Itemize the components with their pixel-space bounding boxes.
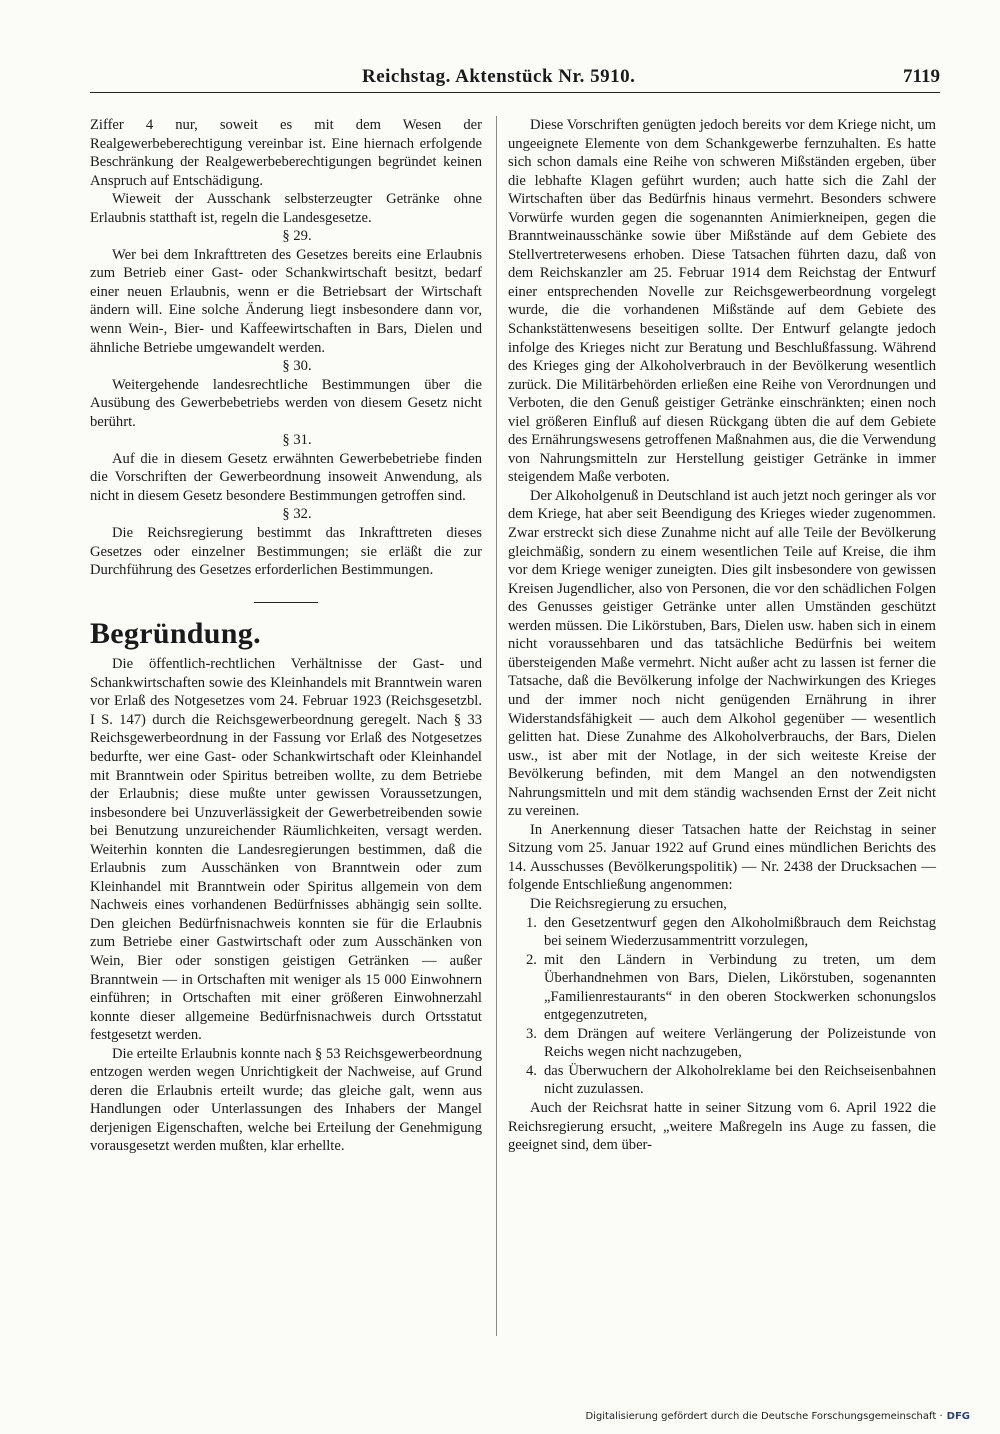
paragraph: Die Reichsregierung bestimmt das Inkrafttreten dieses Gesetzes oder einzelner Bestimmungen; sie erläßt die zur Durchführung des Gesetzes erforderlichen Bestimmungen. bbox=[90, 525, 482, 579]
paragraph: Der Alkoholgenuß in Deutschland ist auch jetzt noch geringer als vor dem Kriege, hat aber seit Beendigung des Krieges wieder zugenommen. Zwar erstreckt sich diese Zunahme nicht auf alle Teile der Bevölkerung gleichmäßig, sondern zu einem wesentlichen Teile auf Kreise, die ihm vor dem Kriege weniger zuneigten. Dies gilt insbesondere von gewissen Kreisen Jugendlicher, also von Personen, die vor den schädlichen Folgen des Genusses geistiger Getränke unter allen Umständen geschützt werden müssen. Die Likörstuben, Bars, Dielen usw. haben sich in einem nicht voraussehbaren und das tatsächliche Bedürfnis bei weitem übersteigenden Maße vermehrt. Nicht außer acht zu lassen ist ferner die Tatsache, daß die Bevölkerung infolge der Nachwirkungen des Krieges und der immer noch nicht genügenden Ernährung in ihrer Widerstandsfähigkeit — auch dem Alkohol gegenüber — wesentlich gelitten hat. Diese Zunahme des Alkoholverbrauchs, der Bars, Dielen usw., ist aber mit der Notlage, in der sich weiteste Kreise der Bevölkerung befinden, mit dem Mangel an den notwendigsten Nahrungsmitteln und mit dem ständig wachsenden Ernst der Zeit nicht zu vereinen. bbox=[508, 487, 936, 820]
list-item: 3. dem Drängen auf weitere Verlängerung der Polizeistunde von Reichs wegen nicht nachzugeben, bbox=[526, 1025, 936, 1061]
footer-credit bbox=[585, 1411, 970, 1422]
list-item: 1. den Gesetzentwurf gegen den Alkoholmißbrauch dem Reichstag bei seinem Wiederzusammentritt vorzulegen, bbox=[526, 914, 936, 950]
footer-text: Digitalisierung gefördert durch die Deutsche Forschungsgemeinschaft · bbox=[585, 1411, 943, 1422]
paragraph: Die erteilte Erlaubnis konnte nach § 53 Reichsgewerbeordnung entzogen werden wegen Unrichtigkeit der Nachweise, auf Grund deren die Erlaubnis erteilt wurde; das gleiche galt, wenn aus Handlungen oder Unterlassungen des Inhabers der Mangel derjenigen Eigenschaften, welche bei Erteilung der Genehmigung vorausgesetzt werden mußten, klar erhellte. bbox=[90, 1045, 482, 1155]
paragraph: Auf die in diesem Gesetz erwähnten Gewerbebetriebe finden die Vorschriften der Gewerbeordnung insoweit Anwendung, als nicht in diesem Gesetz besondere Bestimmungen getroffen sind. bbox=[90, 450, 482, 504]
section-heading: § 32. bbox=[282, 506, 312, 523]
list-item: 4. das Überwuchern der Alkoholreklame bei den Reichseisenbahnen nicht zuzulassen. bbox=[526, 1062, 936, 1098]
paragraph: In Anerkennung dieser Tatsachen hatte der Reichstag in seiner Sitzung vom 25. Januar 1922 auf Grund eines mündlichen Berichts des 14. Ausschusses (Bevölkerungspolitik) — Nr. 2438 der Drucksachen — folgende Entschließung angenommen: bbox=[508, 821, 936, 894]
section-heading: § 30. bbox=[282, 358, 312, 375]
dfg-logo: DFG bbox=[946, 1411, 970, 1422]
page-header bbox=[90, 62, 940, 93]
left-column bbox=[90, 116, 482, 1156]
paragraph: Wieweit der Ausschank selbsterzeugter Getränke ohne Erlaubnis statthaft ist, regeln die Landesgesetze. bbox=[90, 191, 482, 226]
section-heading: § 29. bbox=[282, 228, 312, 245]
resolution-list bbox=[508, 914, 936, 1099]
right-column bbox=[508, 116, 936, 1155]
paragraph: Wer bei dem Inkrafttreten des Gesetzes bereits eine Erlaubnis zum Betrieb einer Gast- oder Schankwirtschaft besitzt, bedarf einer neuen Erlaubnis, wenn er die Betriebsart der Wirtschaft ändern will. Eine solche Änderung liegt insbesondere dann vor, wenn Wein-, Bier- und Kaffeewirtschaften in Bars, Dielen und ähnliche Betriebe umgewandelt werden. bbox=[90, 246, 482, 356]
paragraph: Diese Vorschriften genügten jedoch bereits vor dem Kriege nicht, um ungeeignete Elemente von dem Schankgewerbe fernzuhalten. Es hatte sich schon damals eine Reihe von schweren Mißständen ergeben, über die lebhafte Klagen geführt wurden; auch hatte sich die Zahl der Wirtschaften über das Bedürfnis hinaus vermehrt. Besonders schwere Vorwürfe wurden gegen die sogenannten Animierkneipen, gegen die Branntweinausschänke sowie über Mißstände auf dem Gebiete des Stellvertreterwesens erhoben. Diese Tatsachen führten dazu, daß von dem Reichskanzler am 25. Februar 1914 dem Reichstag der Entwurf einer entsprechenden Novelle zur Reichsgewerbeordnung vorgelegt wurde, die die vorhandenen Mißstände auf dem Gebiete des Schankstättenwesens beseitigen sollte. Der Entwurf gelangte jedoch infolge des Krieges nicht zur Beratung und Beschlußfassung. Während des Krieges ging der Alkoholverbrauch in der Bevölkerung wesentlich zurück. Die Militärbehörden erließen eine Reihe von Verordnungen und Verboten, die den Genuß geistiger Getränke einschränkten; einen noch viel größeren Einfluß auf diesen Rückgang übten die auf dem Gebiete des Ernährungswesens getroffenen Maßnahmen aus, die die Verwendung von Nahrungsmitteln zur Herstellung geistiger Getränke in immer steigendem Maße verboten. bbox=[508, 117, 936, 486]
running-title: Reichstag. Aktenstück Nr. 5910. bbox=[362, 66, 636, 87]
begruendung-title: Begründung. bbox=[90, 616, 261, 650]
column-divider bbox=[496, 116, 497, 1336]
section-heading: § 31. bbox=[282, 432, 312, 449]
paragraph: Die öffentlich-rechtlichen Verhältnisse der Gast- und Schankwirtschaften sowie des Kleinhandels mit Branntwein waren vor Erlaß des Notgesetzes vom 24. Februar 1923 (Reichsgesetzbl. I S. 147) durch die Reichsgewerbeordnung geregelt. Nach § 33 Reichsgewerbeordnung in der Fassung vor Erlaß des Notgesetzes bedurfte, wer eine Gast- oder Schankwirtschaft oder Kleinhandel mit Branntwein oder Spiritus betreiben wollte, zu dem Betriebe der Erlaubnis; diese mußte unter gewissen Voraussetzungen, insbesondere bei Unzuverlässigkeit der Gewerbetreibenden sowie bei Benutzung unzureichender Räumlichkeiten, versagt werden. Weiterhin konnten die Landesregierungen bestimmen, daß die Erlaubnis zum Ausschänken von Branntwein oder zum Kleinhandel mit Branntwein oder Spiritus allgemein von dem Nachweis eines vorhandenen Bedürfnisses abhängig sein sollte. Den gleichen Bedürfnisnachweis konnten sie für die Erlaubnis zum Betriebe einer Gastwirtschaft oder zum Ausschänken von Wein, Bier oder sonstigen geistigen Getränken — außer Branntwein — in Ortschaften mit weniger als 15 000 Einwohnern einführen; in Ortschaften mit einer größeren Einwohnerzahl konnte dieser allgemeine Bedürfnisnachweis durch Ortsstatut festgesetzt werden. bbox=[90, 656, 482, 1044]
paragraph: Die Reichsregierung zu ersuchen, bbox=[530, 895, 727, 912]
paragraph: Auch der Reichsrat hatte in seiner Sitzung vom 6. April 1922 die Reichsregierung ersucht, „weitere Maßregeln ins Auge zu fassen, die geeignet sind, dem über- bbox=[508, 1099, 936, 1154]
section-divider bbox=[254, 602, 318, 603]
paragraph: Ziffer 4 nur, soweit es mit dem Wesen der Realgewerbeberechtigung vereinbar ist. Eine hiernach erfolgende Beschränkung der Realgewerbeberechtigungen begründet keinen Anspruch auf Entschädigung. bbox=[90, 117, 482, 189]
paragraph: Weitergehende landesrechtliche Bestimmungen über die Ausübung des Gewerbebetriebs werden von diesem Gesetz nicht berührt. bbox=[90, 376, 482, 430]
page-number: 7119 bbox=[903, 66, 940, 87]
list-item: 2. mit den Ländern in Verbindung zu treten, um dem Überhandnehmen von Bars, Dielen, Likörstuben, sogenannten „Familienrestaurants“ in den oberen Stockwerken schonungslos entgegenzutreten, bbox=[526, 951, 936, 1024]
